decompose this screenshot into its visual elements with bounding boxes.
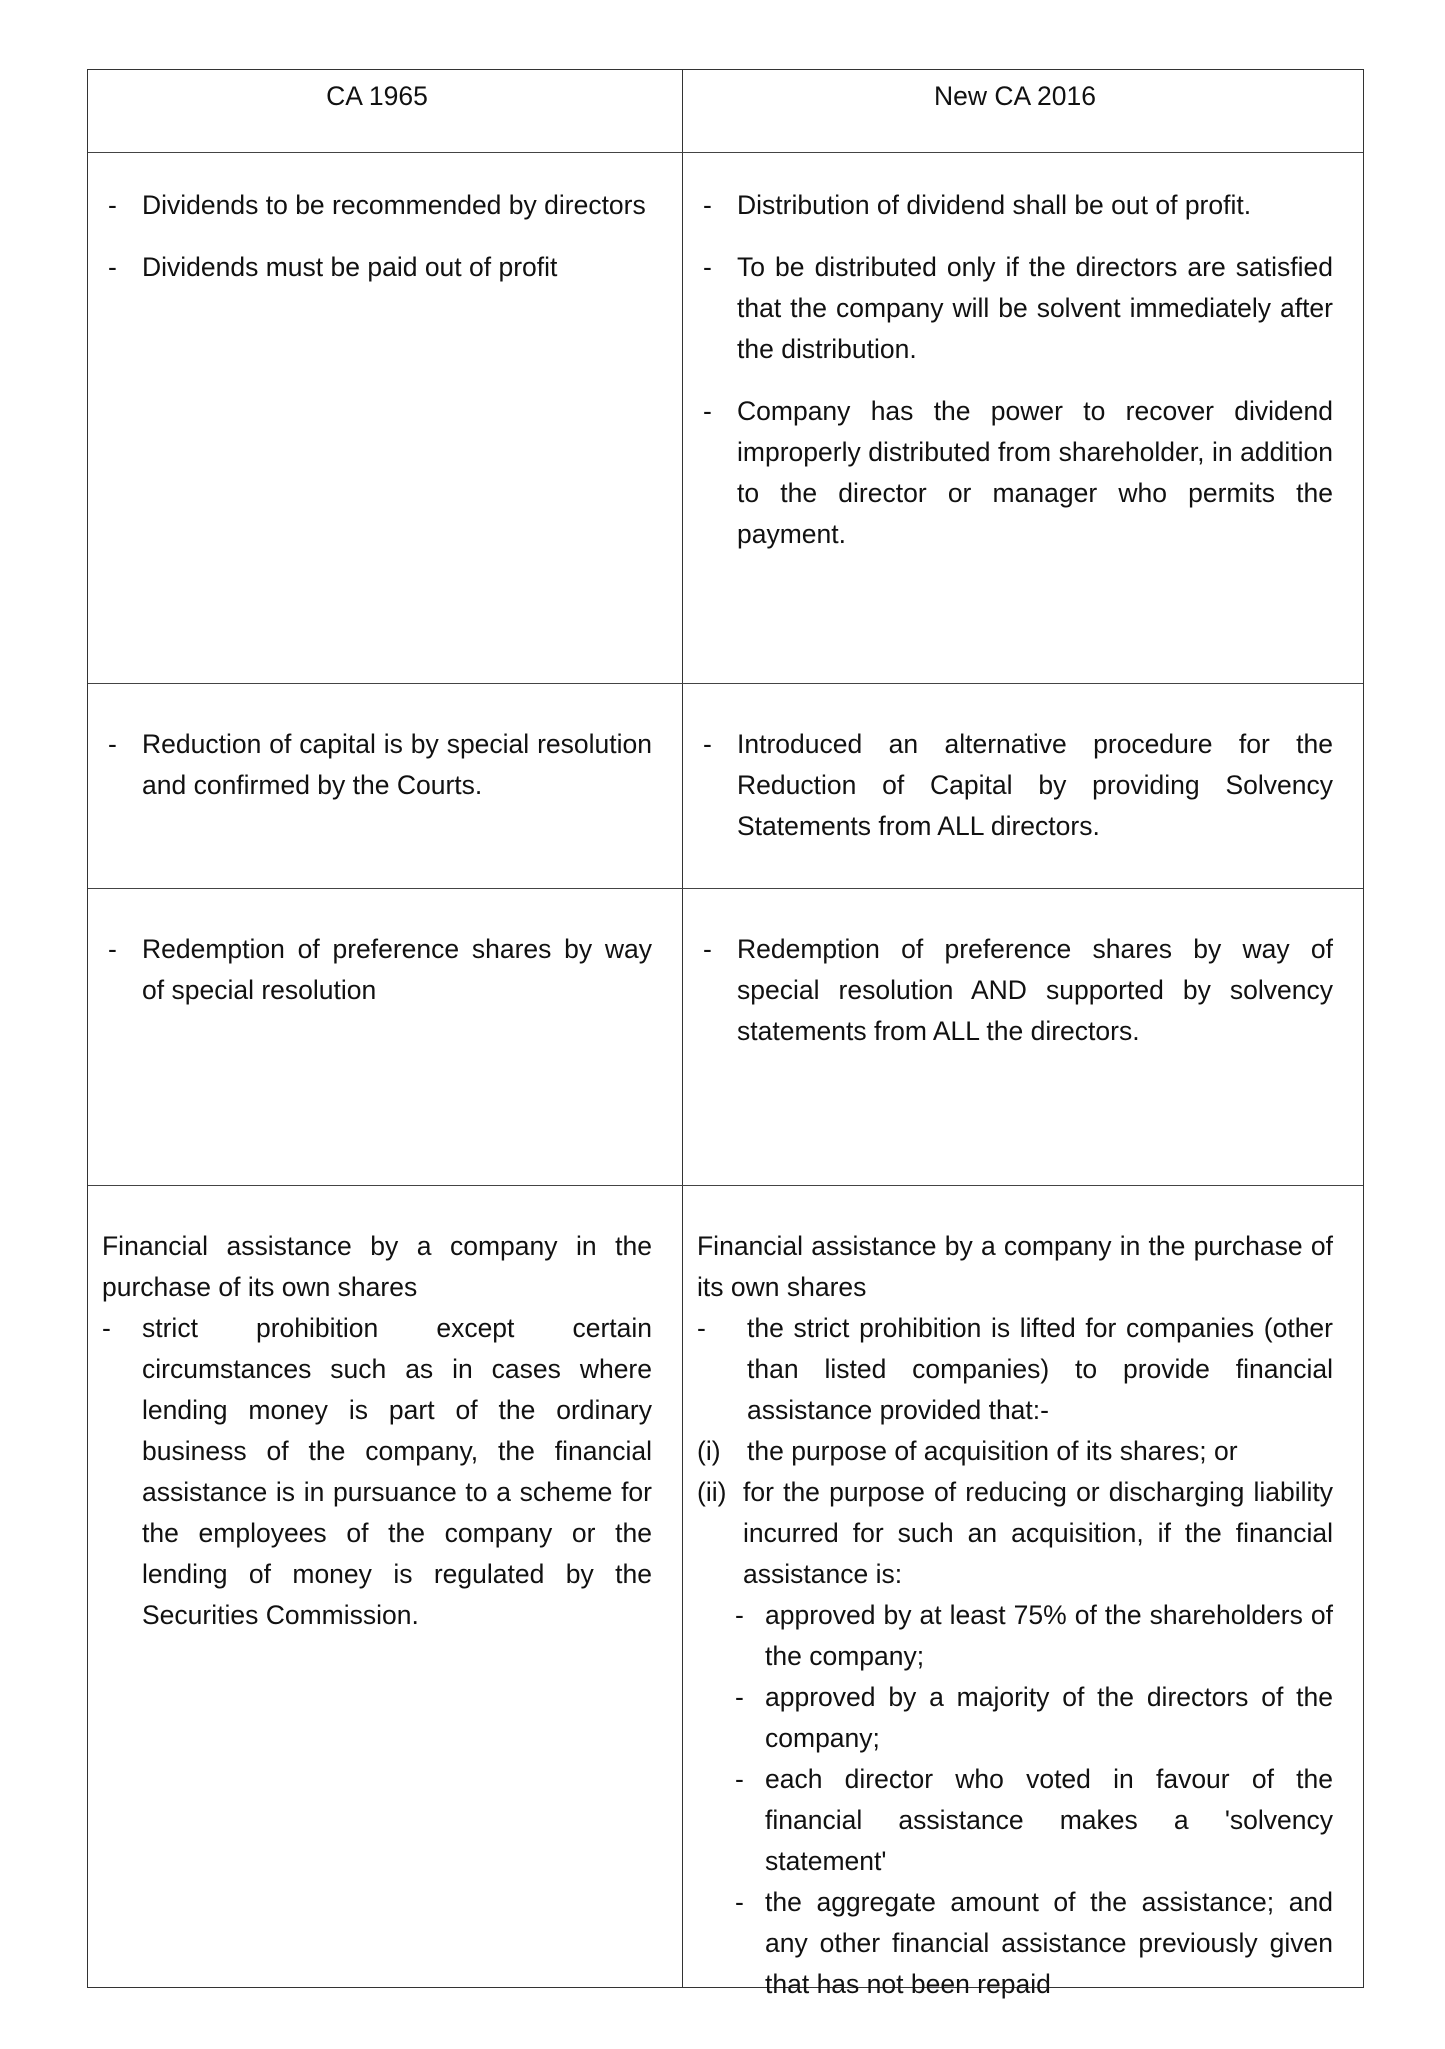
- list-item-text: Company has the power to recover dividend improperly distributed from shareholder, in addition to the director or manager who permits the payment.: [737, 396, 1333, 549]
- sub-list-item-text: approved by a majority of the directors of the company;: [765, 1682, 1333, 1753]
- bullet-marker: -: [735, 1682, 744, 1712]
- list-item-text: Reduction of capital is by special resolution and confirmed by the Courts.: [142, 729, 652, 800]
- table-row-dividends: [88, 152, 1363, 683]
- sub-list-item: [697, 1677, 1333, 1759]
- list-item-text: Redemption of preference shares by way of special resolution: [142, 934, 652, 1005]
- roman-item-text: for the purpose of reducing or discharging liability incurred for such an acquisition, if the financial assistance is:: [743, 1477, 1333, 1589]
- list-item-text: Introduced an alternative procedure for the Reduction of Capital by providing Solvency Statements from ALL directors.: [737, 729, 1333, 841]
- section-heading: Financial assistance by a company in the purchase of its own shares: [697, 1231, 1333, 1302]
- roman-item: [697, 1472, 1333, 1595]
- sub-list-item-text: approved by at least 75% of the shareholders of the company;: [765, 1600, 1333, 1671]
- bullet-marker: -: [108, 729, 117, 759]
- cell-ca2016-dividends: [683, 153, 1363, 683]
- list-item: [697, 247, 1333, 370]
- roman-marker: (ii): [697, 1477, 727, 1507]
- sub-list-item-text: the aggregate amount of the assistance; and any other financial assistance previously given that has not been repaid: [765, 1887, 1333, 1999]
- list-item-text: Dividends must be paid out of profit: [142, 252, 558, 282]
- sub-list-item: [697, 1759, 1333, 1882]
- bullet-marker: -: [703, 396, 712, 426]
- header-ca1965: CA 1965: [88, 70, 683, 152]
- list-item: [697, 391, 1333, 555]
- roman-marker: (i): [697, 1436, 721, 1466]
- list-item: [102, 724, 652, 806]
- cell-ca2016-redemption: [683, 889, 1363, 1185]
- list-item: [697, 185, 1333, 226]
- list-item: [102, 1308, 652, 1636]
- list-item-text: strict prohibition except certain circumstances such as in cases where lending money is part of the ordinary business of the company, the financial assistance is in pursuance to a scheme for the employees of the company or the lending of money is regulated by the Securities Commission.: [142, 1313, 652, 1630]
- bullet-marker: -: [697, 1313, 706, 1343]
- bullet-marker: -: [735, 1764, 744, 1794]
- bullet-marker: -: [735, 1600, 744, 1630]
- sub-list-item-text: each director who voted in favour of the financial assistance makes a 'solvency statement': [765, 1764, 1333, 1876]
- list-item-text: Redemption of preference shares by way of special resolution AND supported by solvency statements from ALL the directors.: [737, 934, 1333, 1046]
- list-item: [697, 724, 1333, 847]
- comparison-table: [87, 69, 1364, 1999]
- list-item-text: Distribution of dividend shall be out of profit.: [737, 190, 1252, 220]
- list-item: [102, 247, 652, 288]
- header-ca2016: New CA 2016: [933, 81, 1097, 111]
- list-item-text: To be distributed only if the directors are satisfied that the company will be solvent immediately after the distribution.: [737, 252, 1333, 364]
- cell-ca1965-reduction: [88, 684, 683, 888]
- roman-item: [697, 1431, 1333, 1472]
- list-item-text: Dividends to be recommended by directors: [142, 190, 646, 220]
- bullet-marker: -: [703, 252, 712, 282]
- bullet-marker: -: [108, 190, 117, 220]
- bullet-marker: -: [703, 934, 712, 964]
- sub-list-item: [697, 1595, 1333, 1677]
- header-row: [88, 70, 1363, 152]
- bullet-marker: -: [703, 729, 712, 759]
- bullet-marker: -: [108, 252, 117, 282]
- list-item: [102, 929, 652, 1011]
- table-row-redemption: [88, 888, 1363, 1185]
- table-row-financial-assistance: [88, 1185, 1363, 1999]
- sub-list-item: [697, 1882, 1333, 2005]
- list-item-text: the strict prohibition is lifted for companies (other than listed companies) to provide financial assistance provided that:-: [747, 1313, 1333, 1425]
- cell-ca2016-financial-assistance: [683, 1186, 1363, 1999]
- bullet-marker: -: [108, 934, 117, 964]
- bullet-marker: -: [703, 190, 712, 220]
- section-heading: Financial assistance by a company in the purchase of its own shares: [102, 1231, 652, 1302]
- cell-ca2016-reduction: [683, 684, 1363, 888]
- cell-ca1965-financial-assistance: [88, 1186, 683, 1987]
- list-item: [102, 185, 652, 226]
- table-row-reduction-of-capital: [88, 683, 1363, 888]
- cell-ca1965-redemption: [88, 889, 683, 1185]
- cell-ca1965-dividends: [88, 153, 683, 683]
- list-item: [697, 929, 1333, 1052]
- roman-item-text: the purpose of acquisition of its shares; or: [747, 1436, 1238, 1466]
- list-item: [697, 1308, 1333, 1431]
- bullet-marker: -: [735, 1887, 744, 1917]
- bullet-marker: -: [102, 1313, 111, 1343]
